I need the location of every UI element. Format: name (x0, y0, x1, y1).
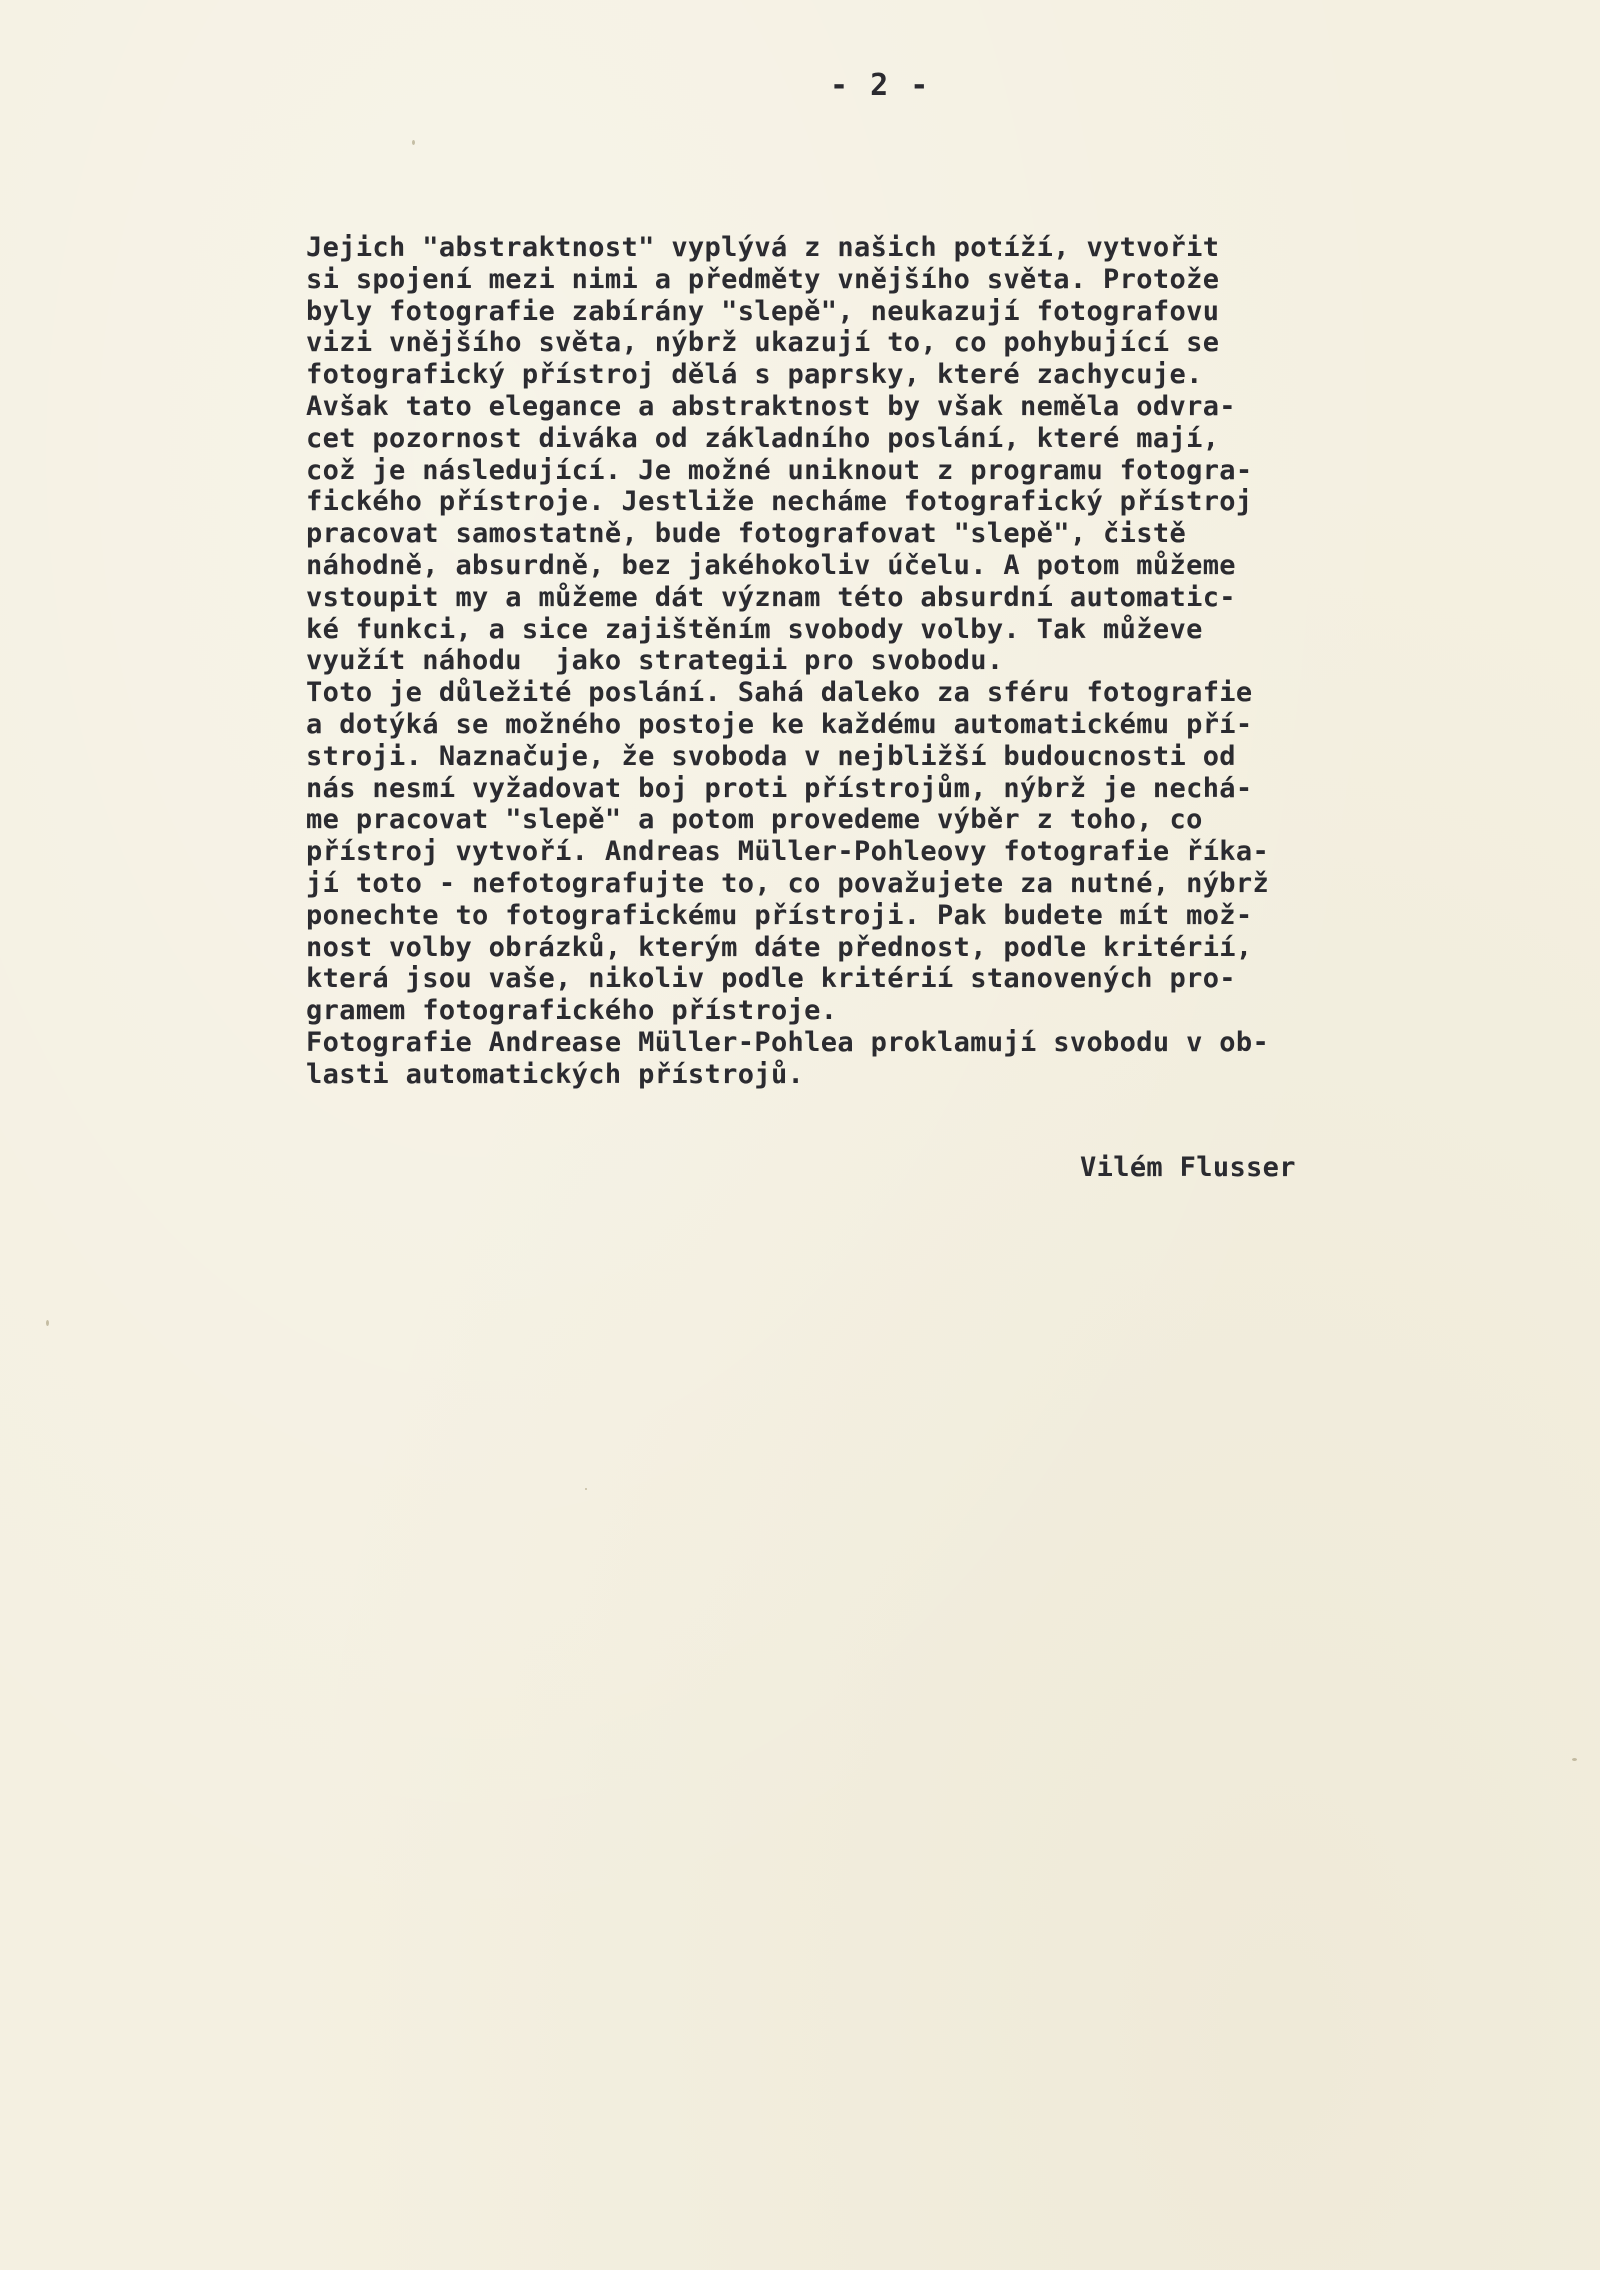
text-line: lasti automatických přístrojů. (306, 1058, 805, 1090)
text-line: stroji. Naznačuje, že svoboda v nejbližší budoucnosti od (306, 740, 1236, 772)
paper-speck (1572, 1758, 1577, 1761)
text-line: vizi vnějšího světa, nýbrž ukazují to, co pohybující se (306, 327, 1220, 359)
body-text (306, 232, 1486, 1091)
text-line: fotografický přístroj dělá s paprsky, které zachycuje. (306, 359, 1203, 391)
signature: Vilém Flusser (1080, 1152, 1296, 1183)
text-line: využít náhodu jako strategii pro svobodu. (306, 645, 1004, 677)
paper-speck (585, 1488, 587, 1490)
text-line: což je následující. Je možné uniknout z programu fotogra- (306, 454, 1253, 486)
text-line: nost volby obrázků, kterým dáte přednost, podle kritérií, (306, 931, 1253, 963)
text-line: náhodně, absurdně, bez jakéhokoliv účelu. A potom můžeme (306, 549, 1236, 581)
text-line: pracovat samostatně, bude fotografovat "slepě", čistě (306, 518, 1187, 550)
text-line: cet pozornost diváka od základního poslání, které mají, (306, 422, 1220, 454)
text-line: která jsou vaše, nikoliv podle kritérií stanovených pro- (306, 963, 1236, 995)
text-line: nás nesmí vyžadovat boj proti přístrojům, nýbrž je nechá- (306, 772, 1253, 804)
text-line: ponechte to fotografickému přístroji. Pak budete mít mož- (306, 899, 1253, 931)
text-line: Fotografie Andrease Müller-Pohlea proklamují svobodu v ob- (306, 1026, 1270, 1058)
text-line: Toto je důležité poslání. Sahá daleko za sféru fotografie (306, 677, 1253, 709)
text-line: gramem fotografického přístroje. (306, 995, 838, 1027)
text-line: fického přístroje. Jestliže necháme fotografický přístroj (306, 486, 1253, 518)
page-number: - 2 - (830, 68, 931, 103)
text-line: a dotýká se možného postoje ke každému automatickému pří- (306, 708, 1253, 740)
text-line: jí toto - nefotografujte to, co považujete za nutné, nýbrž (306, 867, 1270, 899)
text-line: byly fotografie zabírány "slepě", neukazují fotografovu (306, 295, 1220, 327)
text-line: vstoupit my a můžeme dát význam této absurdní automatic- (306, 581, 1236, 613)
paper-speck (46, 1320, 49, 1326)
text-line: přístroj vytvoří. Andreas Müller-Pohleovy fotografie říka- (306, 836, 1270, 868)
text-line: Jejich "abstraktnost" vyplývá z našich potíží, vytvořit (306, 232, 1220, 263)
text-line: si spojení mezi nimi a předměty vnějšího světa. Protože (306, 263, 1220, 295)
text-line: Avšak tato elegance a abstraktnost by však neměla odvra- (306, 390, 1236, 422)
text-line: me pracovat "slepě" a potom provedeme výběr z toho, co (306, 804, 1203, 836)
paper-speck (412, 140, 415, 145)
text-line: ké funkci, a sice zajištěním svobody volby. Tak můževe (306, 613, 1203, 645)
